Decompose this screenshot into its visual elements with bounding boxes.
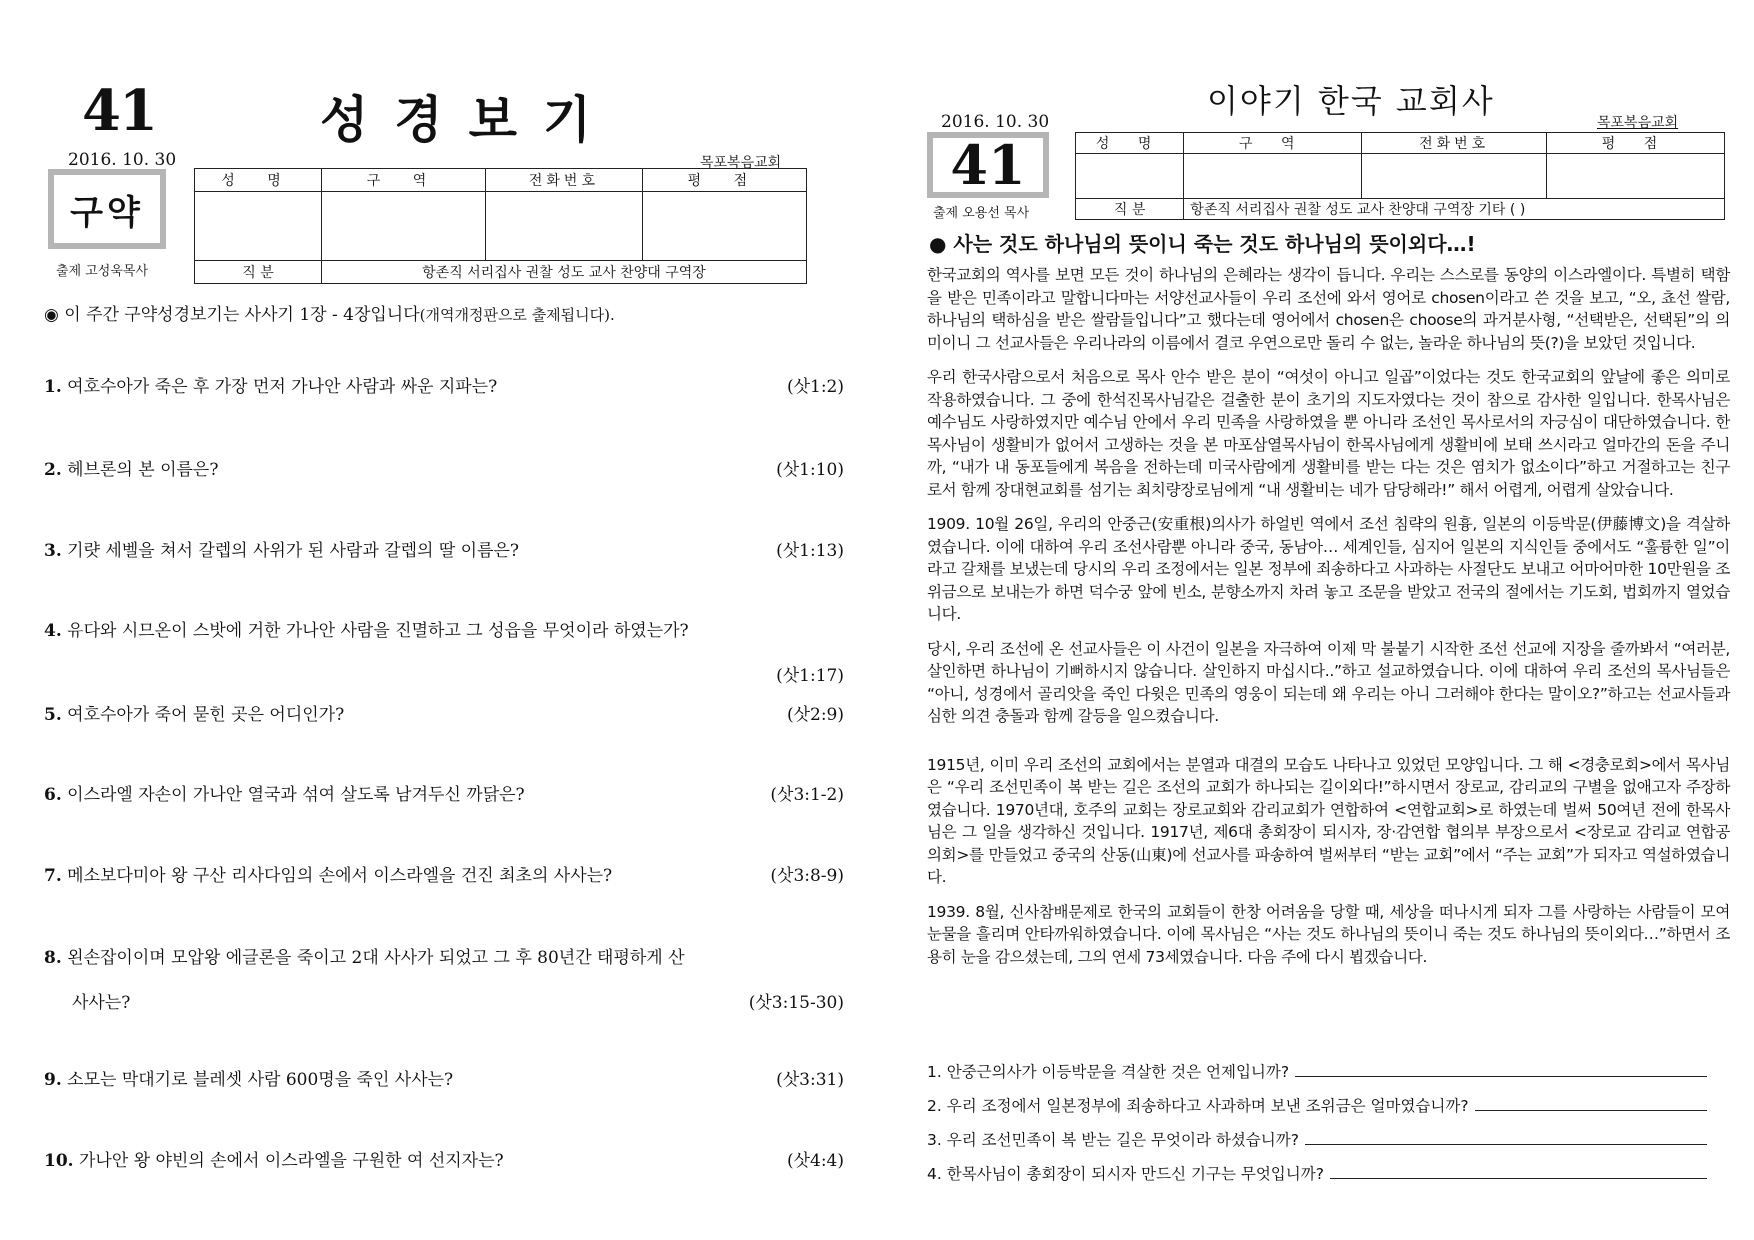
answer-blank[interactable] [1295,1060,1707,1077]
church-name: 목포복음교회 [1597,115,1679,131]
question-text: 여호수아가 죽어 묻힌 곳은 어디인가? [67,705,345,725]
answer-blank[interactable] [1330,1162,1707,1179]
header-phone: 전화번호 [486,169,643,192]
question-ref: (삿1:10) [776,460,844,480]
question-item [44,861,844,886]
score-field[interactable] [1546,154,1724,199]
question-text: 유다와 시므온이 스밧에 거한 가나안 사람을 진멸하고 그 성읍을 무엇이라 하였는가? [67,621,689,641]
role-options[interactable]: 항존직 서리집사 권찰 성도 교사 찬양대 구역장 기타 ( ) [1184,199,1725,220]
question-ref: (삿2:9) [786,705,844,725]
question-ref: (삿1:13) [776,541,844,561]
question-item [44,372,844,397]
question-item [44,700,844,725]
paragraph: 우리 한국사람으로서 처음으로 목사 안수 받은 분이 “여섯이 아니고 일곱”이었다는 것도 한국교회의 앞날에 좋은 의미로 작용하였습니다. 그 중에 한석진목사님같은 걸출한 분이 초기의 지도자였다는 것이 참으로 감사한 일입니다. 한목사님은 예수님도 사랑하였지만 예수님 안에서 우리 민족을 사랑하였을 뿐 아니라 조선인 목사로서의 자긍심이 대단하였습니다. 한목사님이 생활비가 없어서 고생하는 것을 본 마포삼열목사님이 한목사님에게 생활비에 보태 쓰시라고 얼마간의 돈을 주니까, “내가 내 동포들에게 복음을 전하는데 미국사람에게 생활비를 받는 다는 것은 염치가 없소이다”하고 거절하고는 친구로서 함께 장대현교회를 섬기는 최치량장로님에게 “내 생활비는 네가 담당해라!” 해서 어렵게, 어렵게 살았습니다. [927,368,1730,499]
question-ref: (삿3:1-2) [770,785,844,805]
question-ref: (삿3:8-9) [770,866,844,886]
notice-main: ◉ 이 주간 구약성경보기는 사사기 1장 - 4장입니다 [44,305,420,325]
review-question-text: 1. 안중근의사가 이등박문을 격살한 것은 언제입니까? [927,1063,1290,1081]
question-ref: (삿4:4) [786,1151,844,1171]
header-name: 성 명 [195,169,322,192]
info-form-table [194,168,807,284]
review-question-text: 3. 우리 조선민족이 복 받는 길은 무엇이라 하셨습니까? [927,1131,1299,1149]
church-name: 목포복음교회 [700,155,782,171]
question-item [44,1146,844,1171]
question-number: 3. [44,541,62,561]
district-field[interactable] [1184,154,1362,199]
review-question [927,1128,1707,1150]
question-number: 2. [44,460,62,480]
question-number: 7. [44,866,62,886]
issue-date: 2016. 10. 30 [68,150,177,170]
header-phone: 전화번호 [1362,133,1547,154]
question-item [44,455,844,480]
question-item [44,943,844,1013]
question-number: 4. [44,621,62,641]
header-score: 평 점 [1546,133,1724,154]
question-text: 메소보다미아 왕 구산 리사다임의 손에서 이스라엘을 건진 최초의 사사는? [67,866,613,886]
paragraph: 1939. 8월, 신사참배문제로 한국의 교회들이 한창 어려움을 당할 때, 세상을 떠나시게 되자 그를 사랑하는 사람들이 모여 눈물을 흘리며 안타까워하였습니다. 이에 목사님은 “사는 것도 하나님의 뜻이니 죽는 것도 하나님의 뜻이외다…”하면서 조용히 눈을 감으셨는데, 그의 연세 73세였습니다. 다음 주에 다시 뵙겠습니다. [927,902,1730,966]
question-ref: (삿3:31) [776,1070,844,1090]
question-text: 가나안 왕 야빈의 손에서 이스라엘을 구원한 여 선지자는? [78,1151,504,1171]
paragraph: 1909. 10월 26일, 우리의 안중근(安重根)의사가 하얼빈 역에서 조선 침략의 원흉, 일본의 이등박문(伊藤博文)을 격살하였습니다. 이에 대하여 우리 조선사람뿐 아니라 중국, 동남아… 세계인들, 심지어 일본의 지식인들 중에서도 “훌륭한 일”이라고 갈채를 보냈는데 당시의 우리 조정에서는 일본 정부에 죄송하다고 사과하는 사절단도 보내고 어마어마한 10만원을 조위금으로 보내는가 하면 덕수궁 앞에 빈소, 분향소까지 차려 놓고 조문을 받았고 전국의 절에서는 기도회, 법회까지 열었습니다. [927,515,1730,623]
role-label: 직 분 [1076,199,1184,220]
question-number: 10. [44,1151,74,1171]
question-number: 8. [44,948,62,968]
page-title: 이야기 한국 교회사 [1207,82,1495,120]
paragraph: 1915년, 이미 우리 조선의 교회에서는 분열과 대결의 모습도 나타나고 있었던 모양입니다. 그 해 <경충로회>에서 목사님은 “우리 조선민족이 복 받는 길은 조선의 교회가 하나되는 길이외다!”하시면서 장로교, 감리교의 구별을 없애고자 주장하였습니다. 1970년대, 호주의 교회는 장로교회와 감리교회가 연합하여 <연합교회>로 하였는데 벌써 50여년 전에 한목사님은 그 일을 생각하신 것입니다. 1917년, 제6대 총회장이 되시자, 장·감연합 협의부 부장으로서 <장로교 감리교 연합공의회>를 만들었고 중국의 산동(山東)에 선교사를 파송하여 벌써부터 “받는 교회”에서 “주는 교회”가 되자고 역설하였습니다. [927,755,1730,886]
header-score: 평 점 [642,169,806,192]
testament-badge: 구약 [48,169,166,249]
phone-field[interactable] [486,192,643,261]
author-line: 출제 고성욱목사 [56,264,149,279]
question-item [44,1065,844,1090]
paragraph: 당시, 우리 조선에 온 선교사들은 이 사건이 일본을 자극하여 이제 막 불붙기 시작한 조선 선교에 지장을 줄까봐서 “여러분, 살인하면 하나님이 기뻐하시지 않습니다. 살인하지 마십시다..”하고 설교하였습니다. 이에 대하여 우리 조선의 목사님들은 “아니, 성경에서 골리앗을 죽인 다윗은 민족의 영웅이 되는데 왜 우리는 아니 그러해야 한다는 말이오?”하고는 선교사들과 심한 의견 충돌과 함께 갈등을 일으켰습니다. [927,639,1730,725]
name-field[interactable] [1076,154,1184,199]
question-item [44,780,844,805]
question-number: 5. [44,705,62,725]
answer-blank[interactable] [1305,1128,1707,1145]
header-district: 구 역 [321,169,485,192]
name-field[interactable] [195,192,322,261]
review-question-text: 2. 우리 조정에서 일본정부에 죄송하다고 사과하며 보낸 조위금은 얼마였습니까? [927,1097,1469,1115]
district-field[interactable] [321,192,485,261]
page-title: 성경보기 [320,90,618,149]
notice-small: (개역개정판으로 출제됩니다). [419,306,615,324]
score-field[interactable] [642,192,806,261]
question-text-cont: 사사는? [72,993,131,1013]
question-ref: (삿3:15-30) [748,993,844,1013]
review-question [927,1162,1707,1184]
question-text: 이스라엘 자손이 가나안 열국과 섞여 살도록 남겨두신 까닭은? [67,785,525,805]
question-text: 헤브론의 본 이름은? [67,460,219,480]
question-item [44,536,844,561]
review-question [927,1060,1707,1082]
reading-notice [44,300,615,325]
article-body [927,264,1730,980]
role-options[interactable]: 항존직 서리집사 권찰 성도 교사 찬양대 구역장 [321,261,806,284]
issue-date: 2016. 10. 30 [941,112,1050,132]
header-name: 성 명 [1076,133,1184,154]
header-district: 구 역 [1184,133,1362,154]
issue-number-badge: 41 [927,132,1049,198]
review-question-text: 4. 한목사님이 총회장이 되시자 만드신 기구는 무엇입니까? [927,1165,1324,1183]
question-ref: (삿1:17) [776,666,844,686]
info-form-table [1075,132,1725,220]
question-number: 9. [44,1070,62,1090]
article-heading: ● 사는 것도 하나님의 뜻이니 죽는 것도 하나님의 뜻이외다…! [929,232,1476,256]
question-ref: (삿1:2) [786,377,844,397]
author-line: 출제 오용선 목사 [933,206,1030,221]
question-number: 1. [44,377,62,397]
paragraph: 한국교회의 역사를 보면 모든 것이 하나님의 은혜라는 생각이 듭니다. 우리는 스스로를 동양의 이스라엘이다. 특별히 택함을 받은 민족이라고 말합니다마는 서양선교사들이 우리 조선에 와서 영어로 chosen이라고 쓴 것을 보고, “오, 쵸선 쌀람, 하나님의 택하심을 받은 쌀람들입니다”고 했다는데 영어에서 chosen은 choose의 과거분사형, “선택받은, 선택된”의 의미이니 그 선교사들은 우리나라의 이름에서 결코 우연으로만 돌리 수 없는, 놀라운 하나님의 뜻(?)을 보았던 것입니다. [927,266,1730,352]
phone-field[interactable] [1362,154,1547,199]
question-number: 6. [44,785,62,805]
question-text: 여호수아가 죽은 후 가장 먼저 가나안 사람과 싸운 지파는? [67,377,498,397]
question-text: 왼손잡이이며 모압왕 에글론을 죽이고 2대 사사가 되었고 그 후 80년간 태평하게 산 [67,948,685,968]
question-text: 소모는 막대기로 블레셋 사람 600명을 죽인 사사는? [67,1070,454,1090]
answer-blank[interactable] [1475,1094,1707,1111]
role-label: 직 분 [195,261,322,284]
right-page [877,0,1754,1240]
question-item [44,616,844,686]
issue-number: 41 [82,78,156,144]
question-text: 기럇 세벨을 쳐서 갈렙의 사위가 된 사람과 갈렙의 딸 이름은? [67,541,520,561]
review-question [927,1094,1707,1116]
